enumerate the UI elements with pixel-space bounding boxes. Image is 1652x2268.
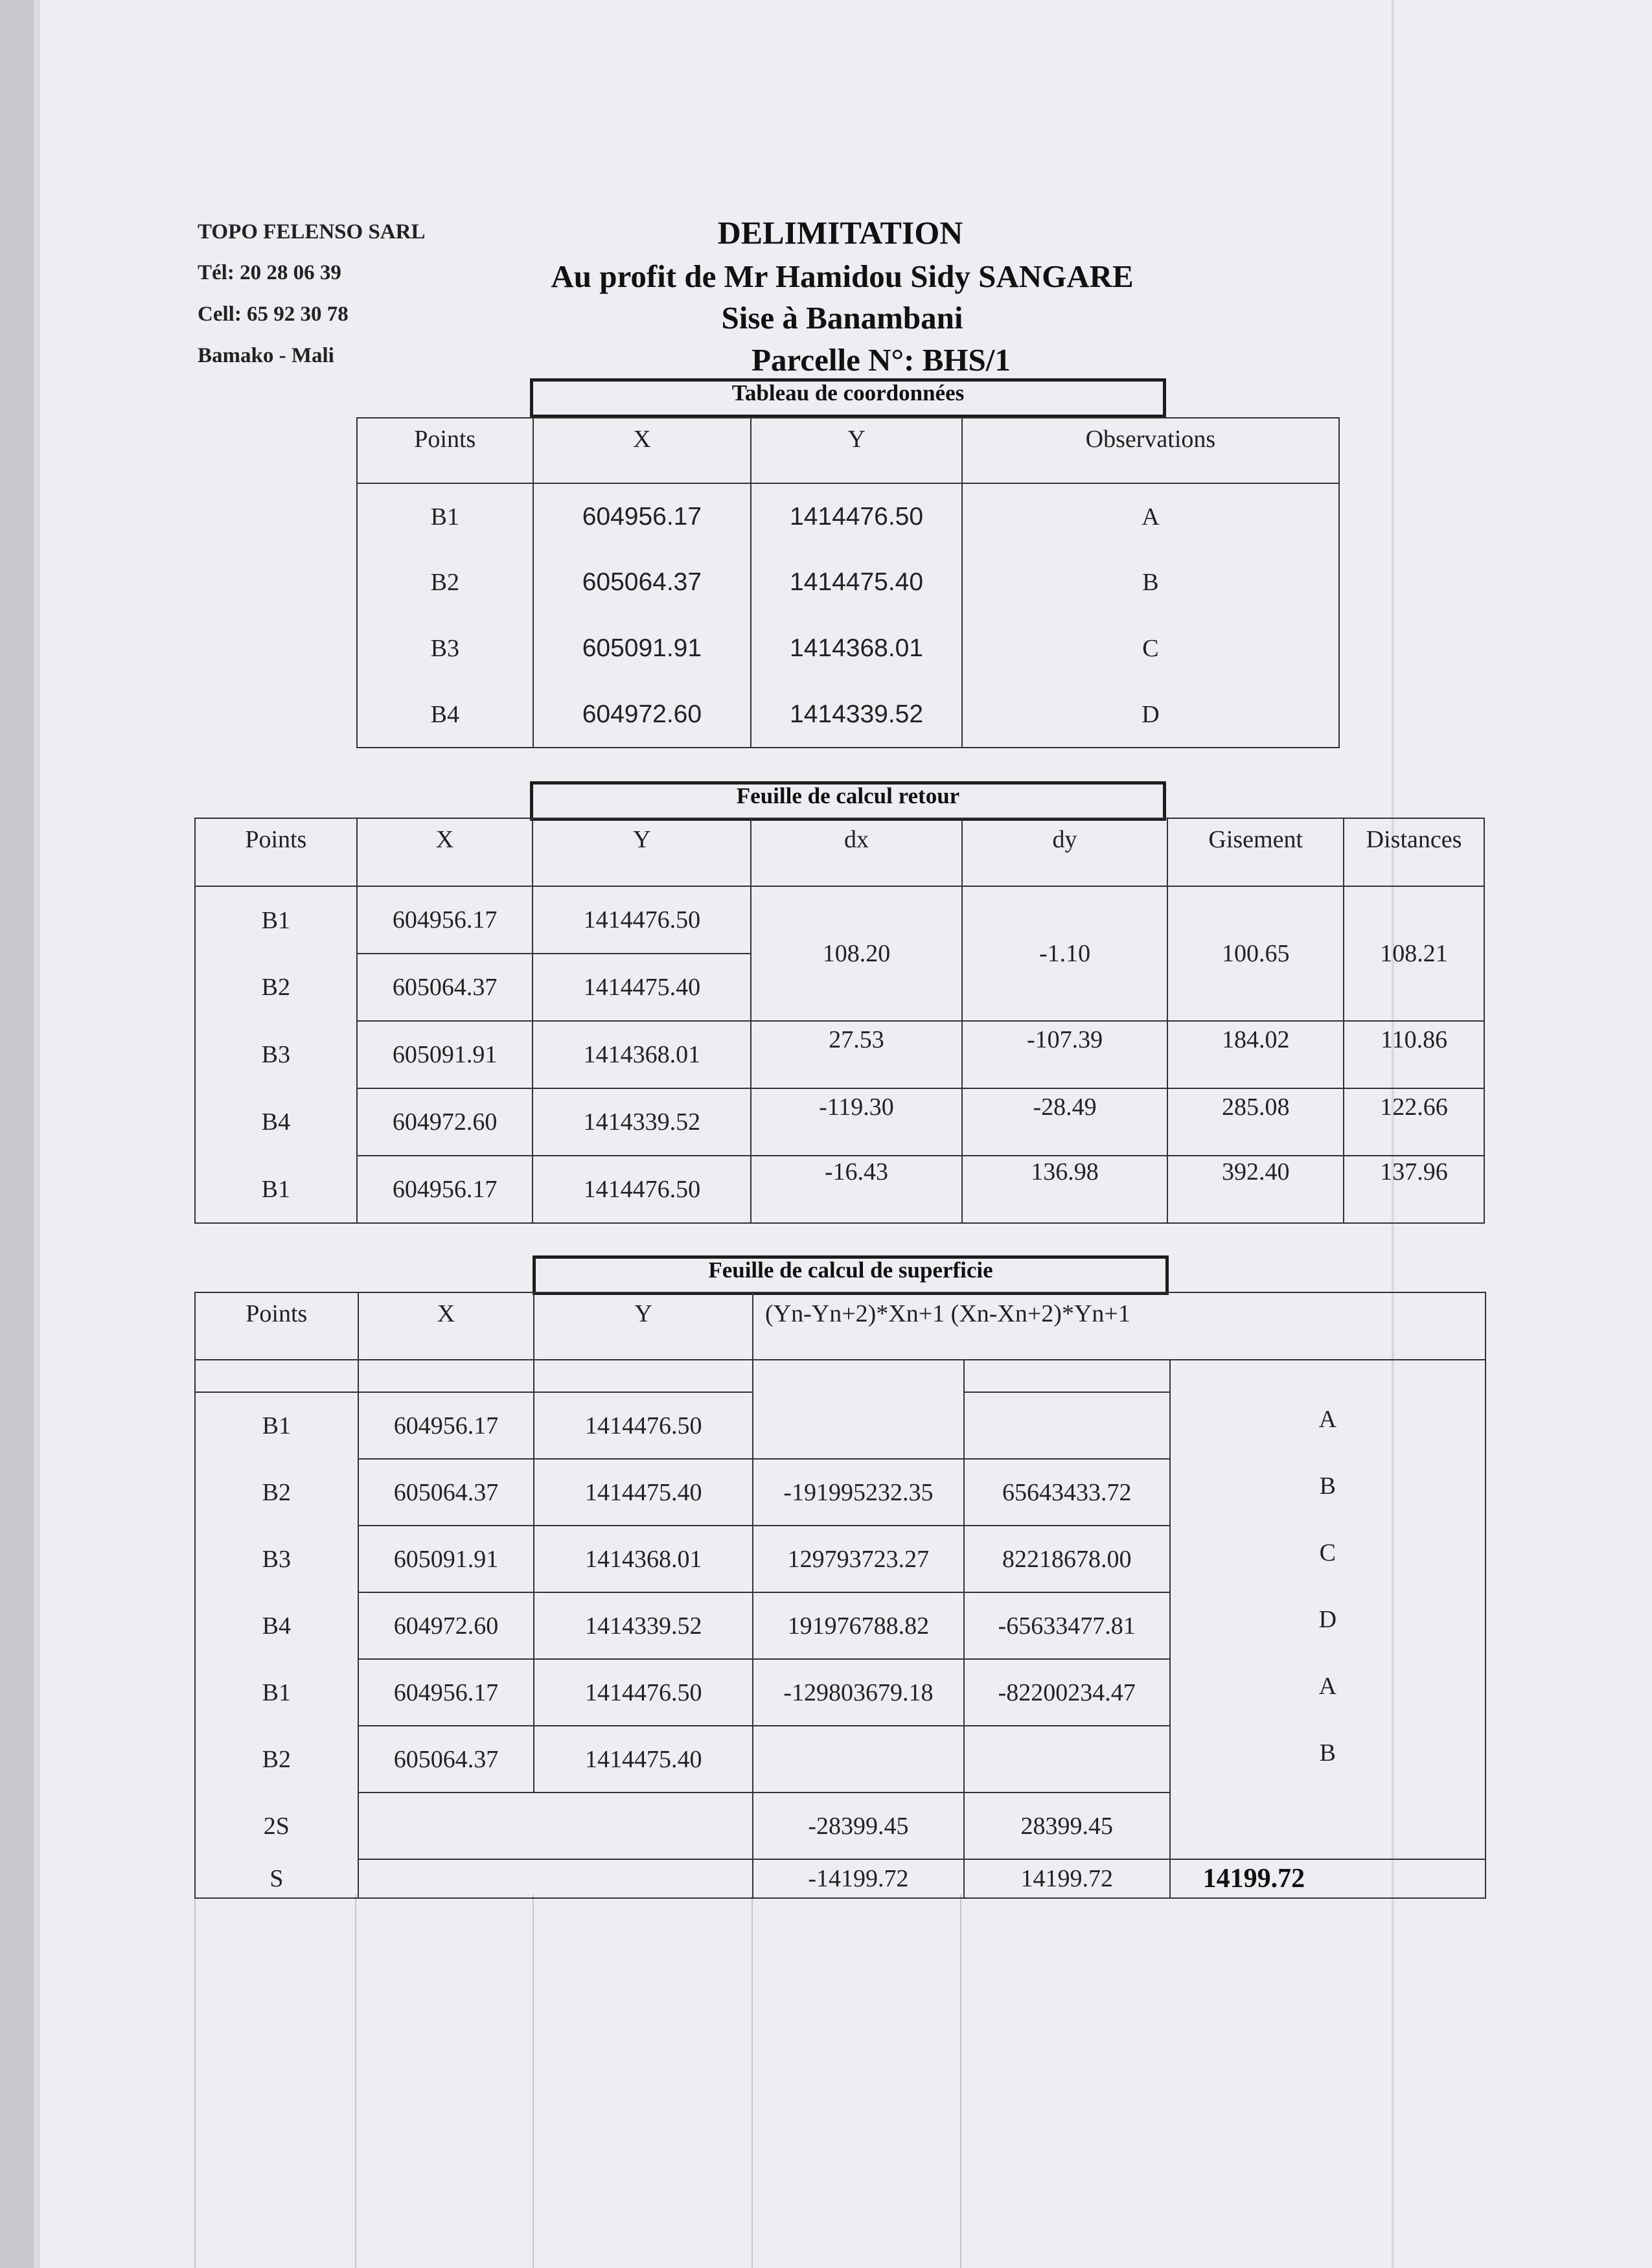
company-city: Bamako - Mali: [198, 344, 334, 367]
superficie-cell-a: [753, 1392, 964, 1459]
retour-header-dx: dx: [751, 818, 962, 886]
superficie-cell-a: -129803679.18: [753, 1659, 964, 1726]
retour-cell-distance: 108.21: [1344, 886, 1484, 1021]
retour-cell-y: 1414339.52: [533, 1088, 751, 1156]
bleed-line: [533, 1895, 534, 2268]
retour-cell-x: 605091.91: [357, 1021, 533, 1088]
superficie-cell-b: -65633477.81: [964, 1592, 1170, 1659]
coords-cell-point: B3: [357, 615, 533, 682]
coords-cell-x: 605064.37: [533, 549, 751, 615]
company-cell: Cell: 65 92 30 78: [198, 303, 349, 326]
retour-cell-point: B4: [195, 1088, 357, 1156]
superficie-cell-a: 129793723.27: [753, 1526, 964, 1592]
superficie-obs: B: [1319, 1472, 1336, 1500]
coords-cell-obs: A: [962, 483, 1339, 549]
retour-cell-point: B2: [195, 954, 357, 1021]
retour-cell-x: 604956.17: [357, 886, 533, 954]
company-name: TOPO FELENSO SARL: [198, 220, 426, 244]
coords-cell-y: 1414476.50: [751, 483, 962, 549]
superficie-header-y: Y: [534, 1292, 753, 1360]
coords-cell-y: 1414339.52: [751, 682, 962, 748]
superficie-header-points: Points: [195, 1292, 358, 1360]
bleed-line: [960, 1895, 961, 2268]
coords-cell-point: B1: [357, 483, 533, 549]
bleed-line: [355, 1895, 356, 2268]
retour-header-y: Y: [533, 818, 751, 886]
retour-cell-dx: 27.53: [751, 1021, 962, 1088]
superficie-cell-a: [753, 1726, 964, 1793]
retour-table: [194, 818, 1485, 1224]
superficie-cell-y: 1414368.01: [534, 1526, 753, 1592]
superficie-cell-y: 1414476.50: [534, 1659, 753, 1726]
coords-cell-point: B4: [357, 682, 533, 748]
retour-cell-gisement: 392.40: [1167, 1156, 1344, 1223]
superficie-cell-y: 1414475.40: [534, 1726, 753, 1793]
superficie-cell-point: 2S: [195, 1793, 358, 1859]
retour-header-dy: dy: [962, 818, 1168, 886]
superficie-cell-a: -191995232.35: [753, 1459, 964, 1526]
coords-cell-point: B2: [357, 549, 533, 615]
superficie-cell-x: 605091.91: [358, 1526, 534, 1592]
superficie-cell-b: -82200234.47: [964, 1659, 1170, 1726]
coords-cell-obs: C: [962, 615, 1339, 682]
superficie-cell-y: 1414339.52: [534, 1592, 753, 1659]
coords-cell-y: 1414475.40: [751, 549, 962, 615]
coords-table: [356, 417, 1340, 748]
coords-cell-y: 1414368.01: [751, 615, 962, 682]
company-tel: Tél: 20 28 06 39: [198, 261, 341, 284]
retour-cell-dx: -16.43: [751, 1156, 962, 1223]
superficie-cell-x: 605064.37: [358, 1726, 534, 1793]
superficie-s-a: -14199.72: [753, 1859, 964, 1898]
retour-title: Feuille de calcul retour: [530, 781, 1166, 821]
superficie-cell-b: [964, 1392, 1170, 1459]
retour-cell-x: 604956.17: [357, 1156, 533, 1223]
coords-header-y: Y: [751, 418, 962, 483]
superficie-obs: A: [1318, 1406, 1337, 1433]
superficie-obs: B: [1319, 1739, 1336, 1767]
superficie-cell-b: 65643433.72: [964, 1459, 1170, 1526]
retour-cell-gisement: 184.02: [1167, 1021, 1344, 1088]
coords-cell-x: 604956.17: [533, 483, 751, 549]
superficie-cell-y: 1414475.40: [534, 1459, 753, 1526]
retour-cell-x: 605064.37: [357, 954, 533, 1021]
coords-cell-obs: B: [962, 549, 1339, 615]
retour-cell-dx: -119.30: [751, 1088, 962, 1156]
coords-cell-x: 605091.91: [533, 615, 751, 682]
retour-cell-dy: -28.49: [962, 1088, 1168, 1156]
scan-edge: [0, 0, 34, 2268]
coords-cell-x: 604972.60: [533, 682, 751, 748]
retour-header-x: X: [357, 818, 533, 886]
coords-title: Tableau de coordonnées: [530, 378, 1166, 418]
retour-header-distances: Distances: [1344, 818, 1484, 886]
superficie-cell-point: B3: [195, 1526, 358, 1592]
retour-cell-point: B1: [195, 1156, 357, 1223]
retour-cell-dy: -1.10: [962, 886, 1168, 1021]
superficie-cell-point: B2: [195, 1459, 358, 1526]
superficie-cell-b: [964, 1726, 1170, 1793]
superficie-cell-y: 1414476.50: [534, 1392, 753, 1459]
superficie-cell-point: B2: [195, 1726, 358, 1793]
retour-cell-distance: 110.86: [1344, 1021, 1484, 1088]
page-title: DELIMITATION: [717, 214, 963, 251]
superficie-s-b: 14199.72: [964, 1859, 1170, 1898]
bleed-line: [194, 1895, 196, 2268]
retour-header-points: Points: [195, 818, 357, 886]
superficie-cell-x: 604972.60: [358, 1592, 534, 1659]
superficie-2s-a: -28399.45: [753, 1793, 964, 1859]
location: Sise à Banambani: [721, 300, 963, 336]
superficie-cell-b: 82218678.00: [964, 1526, 1170, 1592]
superficie-header-x: X: [358, 1292, 534, 1360]
coords-header-points: Points: [357, 418, 533, 483]
superficie-observations-column: [1170, 1360, 1486, 1859]
coords-header-observations: Observations: [962, 418, 1339, 483]
retour-cell-point: B3: [195, 1021, 357, 1088]
retour-cell-dx: 108.20: [751, 886, 962, 1021]
superficie-cell-x: 605064.37: [358, 1459, 534, 1526]
retour-cell-y: 1414475.40: [533, 954, 751, 1021]
retour-cell-gisement: 285.08: [1167, 1088, 1344, 1156]
superficie-obs: A: [1318, 1673, 1337, 1700]
superficie-obs: D: [1318, 1606, 1337, 1633]
superficie-cell-point: B4: [195, 1592, 358, 1659]
retour-cell-gisement: 100.65: [1167, 886, 1344, 1021]
retour-cell-distance: 137.96: [1344, 1156, 1484, 1223]
superficie-title: Feuille de calcul de superficie: [533, 1255, 1169, 1295]
retour-cell-dy: -107.39: [962, 1021, 1168, 1088]
retour-cell-x: 604972.60: [357, 1088, 533, 1156]
retour-cell-y: 1414368.01: [533, 1021, 751, 1088]
coords-cell-obs: D: [962, 682, 1339, 748]
beneficiary: Au profit de Mr Hamidou Sidy SANGARE: [551, 258, 1134, 294]
superficie-cell-point: B1: [195, 1392, 358, 1459]
superficie-cell-x: 604956.17: [358, 1659, 534, 1726]
retour-cell-y: 1414476.50: [533, 1156, 751, 1223]
retour-cell-distance: 122.66: [1344, 1088, 1484, 1156]
retour-header-gisement: Gisement: [1167, 818, 1344, 886]
scan-edge-shadow: [34, 0, 40, 2268]
superficie-cell-a: 191976788.82: [753, 1592, 964, 1659]
parcel-number: Parcelle N°: BHS/1: [751, 342, 1011, 378]
superficie-cell-point: S: [195, 1859, 358, 1898]
superficie-cell-point: B1: [195, 1659, 358, 1726]
superficie-cell-x: 604956.17: [358, 1392, 534, 1459]
retour-cell-dy: 136.98: [962, 1156, 1168, 1223]
coords-header-x: X: [533, 418, 751, 483]
surface-total: 14199.72: [1170, 1859, 1486, 1898]
superficie-header-formula: (Yn-Yn+2)*Xn+1 (Xn-Xn+2)*Yn+1: [753, 1292, 1486, 1360]
superficie-obs: C: [1319, 1539, 1336, 1566]
bleed-line: [751, 1895, 753, 2268]
superficie-table: [194, 1292, 1486, 1899]
retour-cell-point: B1: [195, 886, 357, 954]
superficie-2s-b: 28399.45: [964, 1793, 1170, 1859]
retour-cell-y: 1414476.50: [533, 886, 751, 954]
